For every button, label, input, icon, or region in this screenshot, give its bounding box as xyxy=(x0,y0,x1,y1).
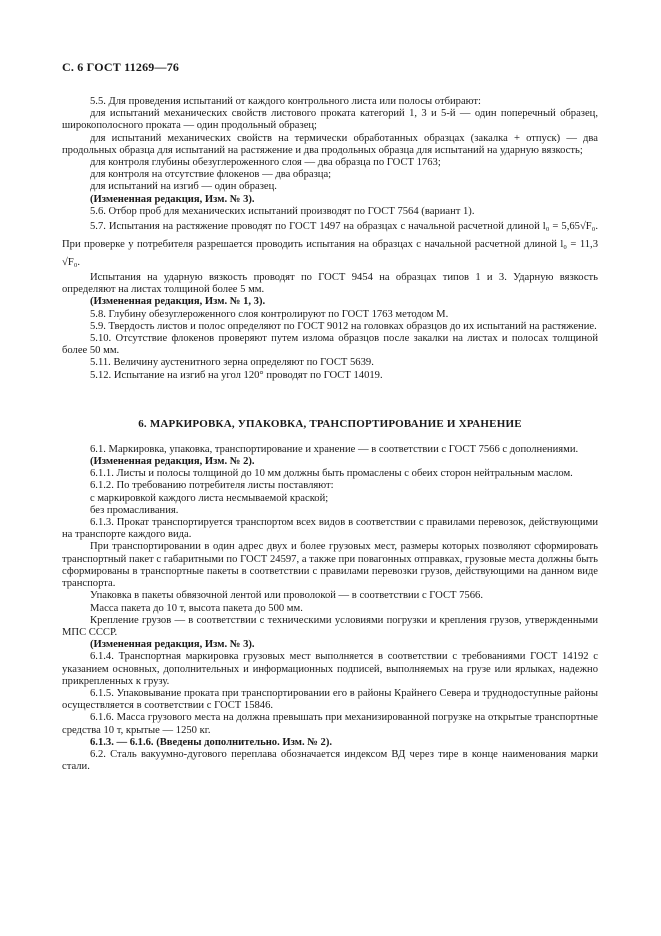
paragraph-5-5: 5.5. Для проведения испытаний от каждого контрольного листа или полосы отбирают: xyxy=(90,96,481,107)
amendment-note: (Измененная редакция, Изм. № 2). xyxy=(90,456,255,468)
paragraph-5-7: 5.7. Испытания на растяжение проводят по ГОСТ 1497 на образцах с начальной расчетной длиной l₀ = 5,65√F₀. При проверке у потребителя разрешается проводить испытания на образцах с начальной расчетной длиной l₀ = 11,3 √F₀. xyxy=(62,221,598,269)
paragraph-5-9: 5.9. Твердость листов и полос определяют по ГОСТ 9012 на головках образцов до их испытаний на растяжение. xyxy=(90,320,597,332)
amendment-note: (Измененная редакция, Изм. № 1, 3). xyxy=(90,296,266,308)
paragraph-5-10: 5.10. Отсутствие флокенов проверяют путем излома образцов после закалки на листах и полосах толщиной более 50 мм. xyxy=(62,333,598,357)
paragraph-6-1-2: 6.1.2. По требованию потребителя листы поставляют: xyxy=(90,480,334,492)
section-5-block xyxy=(62,96,598,382)
amendment-note: 6.1.3. — 6.1.6. (Введены дополнительно. Изм. № 2). xyxy=(90,736,333,748)
page-content xyxy=(62,96,598,773)
paragraph-5-6: 5.6. Отбор проб для механических испытаний производят по ГОСТ 7564 (вариант 1). xyxy=(90,205,475,217)
section-6-block xyxy=(62,444,598,773)
paragraph: без промасливания. xyxy=(90,504,179,516)
paragraph-6-1-3: 6.1.3. Прокат транспортируется транспортом всех видов в соответствии с правилами перевозок, действующими на транспорте каждого вида. xyxy=(62,517,598,541)
paragraph: для контроля глубины обезуглероженного слоя — два образца по ГОСТ 1763; xyxy=(90,157,441,169)
paragraph: для испытаний механических свойств на термически обработанных образцах (закалка + отпуск) — два продольных образца для испытаний на растяжение и два продольных образца для испытаний на ударную вязкость; xyxy=(62,132,598,156)
paragraph: Масса пакета до 10 т, высота пакета до 500 мм. xyxy=(90,602,303,614)
paragraph: для испытаний механических свойств листового проката категорий 1, 3 и 5-й — один поперечный образец, широкополосного проката — один продольный образец; xyxy=(62,108,598,132)
paragraph-5-12: 5.12. Испытание на изгиб на угол 120° проводят по ГОСТ 14019. xyxy=(90,369,383,381)
amendment-note: (Измененная редакция, Изм. № 3). xyxy=(90,193,255,205)
paragraph-5-8: 5.8. Глубину обезуглероженного слоя контролируют по ГОСТ 1763 методом М. xyxy=(90,308,449,320)
paragraph: Крепление грузов — в соответствии с техническими условиями погрузки и крепления грузов, утвержденными МПС СССР. xyxy=(62,614,598,638)
paragraph: Упаковка в пакеты обвязочной лентой или проволокой — в соответствии с ГОСТ 7566. xyxy=(90,590,483,602)
paragraph-6-1: 6.1. Маркировка, упаковка, транспортирование и хранение — в соответствии с ГОСТ 7566 с дополнениями. xyxy=(90,443,579,455)
paragraph-6-1-4: 6.1.4. Транспортная маркировка грузовых мест выполняется в соответствии с требованиями ГОСТ 14192 с указанием основных, дополнительных и информационных подписей, выполняемых на грузе или ярлыках, надежно прикрепленных к грузу. xyxy=(62,651,598,687)
paragraph: При транспортировании в один адрес двух и более грузовых мест, размеры которых позволяют сформировать транспортный пакет с габаритными по ГОСТ 24597, а также при повагонных отправках, грузовые места должны быть сформированы в транспортные пакеты в соответствии с правилами перевозки грузов, действующими на данном виде транспорта. xyxy=(62,541,598,590)
paragraph: для испытаний на изгиб — один образец. xyxy=(90,181,277,193)
amendment-note: (Измененная редакция, Изм. № 3). xyxy=(90,639,255,651)
running-head: С. 6 ГОСТ 11269—76 xyxy=(62,60,180,74)
paragraph-6-1-1: 6.1.1. Листы и полосы толщиной до 10 мм должны быть промаслены с обеих сторон нейтральным маслом. xyxy=(90,468,573,480)
paragraph-5-11: 5.11. Величину аустенитного зерна определяют по ГОСТ 5639. xyxy=(90,357,374,369)
section-6-title: 6. МАРКИРОВКА, УПАКОВКА, ТРАНСПОРТИРОВАНИЕ И ХРАНЕНИЕ xyxy=(138,417,522,430)
paragraph-6-2: 6.2. Сталь вакуумно-дугового переплава обозначается индексом ВД через тире в конце наименования марки стали. xyxy=(62,748,598,773)
paragraph-6-1-6: 6.1.6. Масса грузового места на должна превышать при механизированной погрузке на открытые транспортные средства 10 т, крытые — 1250 кг. xyxy=(62,712,598,736)
paragraph: Испытания на ударную вязкость проводят по ГОСТ 9454 на образцах типов 1 и 3. Ударную вязкость определяют на листах толщиной более 5 мм. xyxy=(62,272,598,296)
paragraph: для контроля на отсутствие флокенов — два образца; xyxy=(90,169,332,181)
paragraph-6-1-5: 6.1.5. Упаковывание проката при транспортировании его в районы Крайнего Севера и труднодоступные районы осуществляется в соответствии с ГОСТ 15846. xyxy=(62,687,598,712)
paragraph: с маркировкой каждого листа несмываемой краской; xyxy=(90,492,329,504)
